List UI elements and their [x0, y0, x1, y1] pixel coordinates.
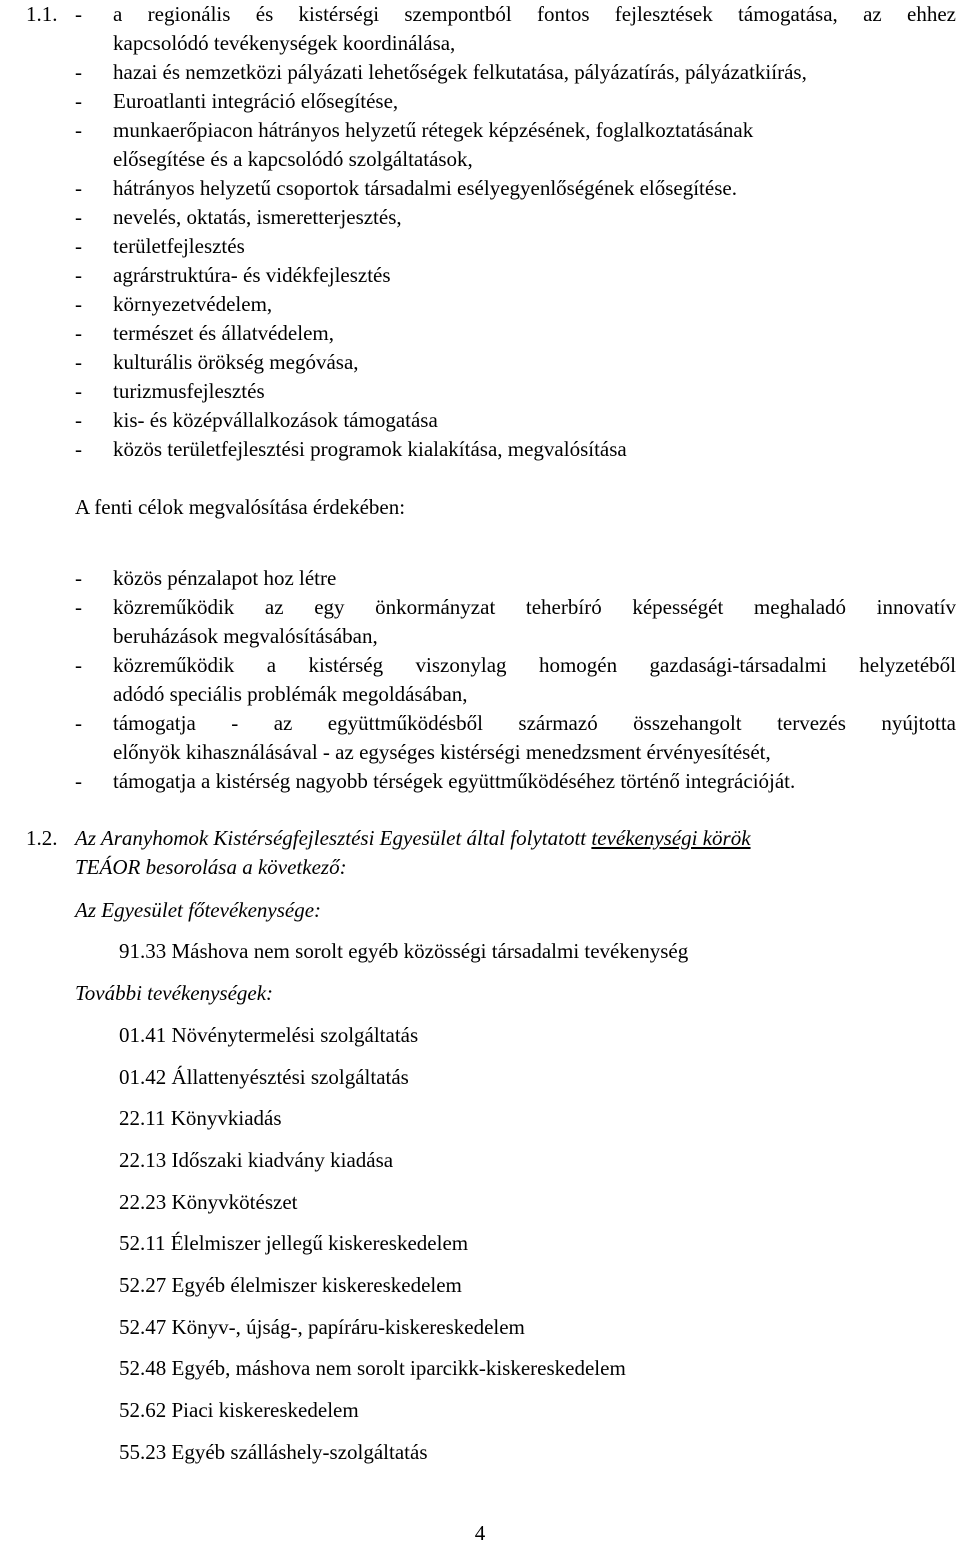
section-heading: [75, 824, 751, 852]
list-item-line: természet és állatvédelem,: [113, 321, 334, 345]
activity-item: 52.27 Egyéb élelmiszer kiskereskedelem: [119, 1273, 462, 1297]
list-item-line: kis- és középvállalkozások támogatása: [113, 408, 438, 432]
activity-item: 52.47 Könyv-, újság-, papíráru-kiskereskedelem: [119, 1315, 525, 1339]
activity-item: 01.41 Növénytermelési szolgáltatás: [119, 1023, 419, 1047]
list-bullet: -: [75, 653, 82, 677]
section-number: 1.2.: [26, 826, 58, 850]
list-item-line: területfejlesztés: [113, 234, 245, 258]
activity-item: 52.62 Piaci kiskereskedelem: [119, 1398, 359, 1422]
list-bullet: -: [75, 321, 82, 345]
list-item-line: munkaerőpiacon hátrányos helyzetű rétegek képzésének, foglalkoztatásának: [113, 118, 754, 142]
list-item-line: közös területfejlesztési programok kialakítása, megvalósítása: [113, 437, 627, 461]
section-number: 1.1.: [26, 2, 58, 26]
list-item-line: elősegítése és a kapcsolódó szolgáltatások,: [113, 147, 473, 171]
list-item-line: nevelés, oktatás, ismeretterjesztés,: [113, 205, 402, 229]
list-bullet: -: [75, 176, 82, 200]
list-bullet: -: [75, 2, 82, 26]
list-bullet: -: [75, 263, 82, 287]
heading-text: Az Aranyhomok Kistérségfejlesztési Egyesület által folytatott: [75, 826, 592, 850]
activity-item: 52.11 Élelmiszer jellegű kiskereskedelem: [119, 1231, 469, 1255]
list-bullet: -: [75, 60, 82, 84]
list-item-line: hazai és nemzetközi pályázati lehetőségek felkutatása, pályázatírás, pályázatkiírás,: [113, 60, 807, 84]
main-activity: 91.33 Máshova nem sorolt egyéb közösségi társadalmi tevékenység: [119, 939, 689, 963]
list-bullet: -: [75, 711, 82, 735]
list-item-line: beruházások megvalósításában,: [113, 624, 378, 648]
list-item-line: közreműködik a kistérség viszonylag homogén gazdasági-társadalmi helyzetéből: [113, 653, 956, 677]
list-bullet: -: [75, 595, 82, 619]
list-item-line: adódó speciális problémák megoldásában,: [113, 682, 468, 706]
list-bullet: -: [75, 566, 82, 590]
activity-item: 52.48 Egyéb, máshova nem sorolt iparcikk-kiskereskedelem: [119, 1356, 626, 1380]
list-item-line: támogatja a kistérség nagyobb térségek együttműködéséhez történő integrációját.: [113, 769, 796, 793]
other-activities-label: További tevékenységek:: [75, 981, 274, 1005]
list-bullet: -: [75, 234, 82, 258]
list-bullet: -: [75, 408, 82, 432]
list-item-line: támogatja - az együttműködésből származó összehangolt tervezés nyújtotta: [113, 711, 956, 735]
activity-item: 01.42 Állattenyésztési szolgáltatás: [119, 1065, 409, 1089]
list-bullet: -: [75, 205, 82, 229]
activity-item: 22.13 Időszaki kiadvány kiadása: [119, 1148, 394, 1172]
list-item-line: környezetvédelem,: [113, 292, 273, 316]
intro-paragraph: A fenti célok megvalósítása érdekében:: [75, 495, 406, 519]
heading-underlined-text: tevékenységi körök: [591, 826, 751, 850]
list-item-line: közös pénzalapot hoz létre: [113, 566, 337, 590]
list-item-line: Euroatlanti integráció elősegítése,: [113, 89, 399, 113]
activity-item: 55.23 Egyéb szálláshely-szolgáltatás: [119, 1440, 428, 1464]
activity-item: 22.23 Könyvkötészet: [119, 1190, 298, 1214]
list-item-line: kapcsolódó tevékenységek koordinálása,: [113, 31, 456, 55]
list-item-line: előnyök kihasználásával - az egységes kistérségi menedzsment érvényesítését,: [113, 740, 771, 764]
list-item-line: közreműködik az egy önkormányzat teherbíró képességét meghaladó innovatív: [113, 595, 956, 619]
list-bullet: -: [75, 350, 82, 374]
list-bullet: -: [75, 769, 82, 793]
list-bullet: -: [75, 437, 82, 461]
list-item-line: hátrányos helyzetű csoportok társadalmi esélyegyenlőségének elősegítése.: [113, 176, 737, 200]
activity-item: 22.11 Könyvkiadás: [119, 1106, 282, 1130]
list-bullet: -: [75, 292, 82, 316]
main-activity-label: Az Egyesület főtevékenysége:: [75, 898, 322, 922]
list-item-line: kulturális örökség megóvása,: [113, 350, 359, 374]
page-number: 4: [474, 1521, 486, 1545]
list-item-line: a regionális és kistérségi szempontból fontos fejlesztések támogatása, az ehhez: [113, 2, 956, 26]
list-bullet: -: [75, 118, 82, 142]
list-bullet: -: [75, 379, 82, 403]
heading-text-line2: TEÁOR besorolása a következő:: [75, 855, 347, 879]
list-bullet: -: [75, 89, 82, 113]
list-item-line: agrárstruktúra- és vidékfejlesztés: [113, 263, 391, 287]
list-item-line: turizmusfejlesztés: [113, 379, 265, 403]
